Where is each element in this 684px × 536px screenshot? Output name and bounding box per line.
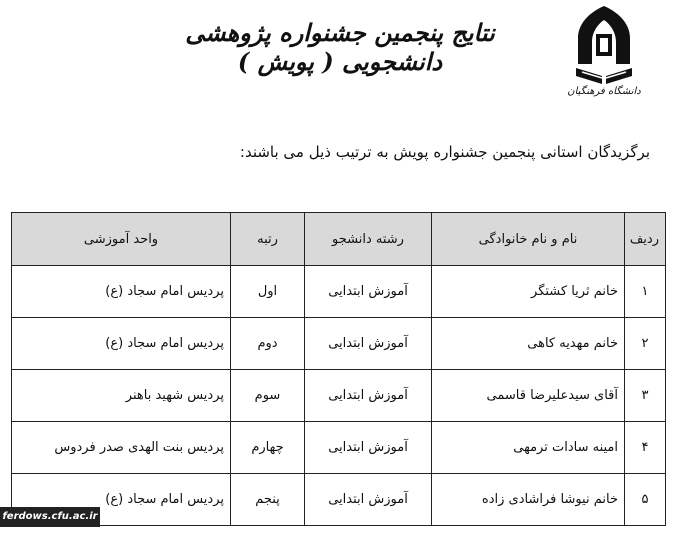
cell-rank: سوم (231, 370, 305, 422)
results-table (11, 212, 666, 526)
cell-row-no: ۳ (625, 370, 666, 422)
cell-major: آموزش ابتدایی (305, 474, 432, 526)
cell-unit: پردیس بنت الهدی صدر فردوس (12, 422, 231, 474)
cell-name: آقای سیدعلیرضا قاسمی (432, 370, 625, 422)
cell-major: آموزش ابتدایی (305, 370, 432, 422)
site-url-badge: ferdows.cfu.ac.ir (0, 507, 100, 527)
table-row (12, 422, 666, 474)
cell-unit: پردیس امام سجاد (ع) (12, 266, 231, 318)
cell-rank: اول (231, 266, 305, 318)
cell-rank: چهارم (231, 422, 305, 474)
cell-row-no: ۱ (625, 266, 666, 318)
cell-major: آموزش ابتدایی (305, 266, 432, 318)
cell-row-no: ۲ (625, 318, 666, 370)
table-row (12, 318, 666, 370)
logo-caption: دانشگاه فرهنگیان (567, 86, 641, 97)
header-name: نام و نام خانوادگی (432, 213, 625, 266)
cell-rank: دوم (231, 318, 305, 370)
table-row (12, 474, 666, 526)
intro-text: برگزیدگان استانی پنجمین جشنواره پویش به ترتیب ذیل می باشند: (239, 143, 650, 161)
page-title: نتایج پنجمین جشنواره پژوهشی دانشجویی ( پویش ) (185, 18, 495, 76)
cell-row-no: ۵ (625, 474, 666, 526)
cell-unit: پردیس امام سجاد (ع) (12, 318, 231, 370)
cell-major: آموزش ابتدایی (305, 422, 432, 474)
cell-unit: پردیس امام سجاد (ع) (12, 474, 231, 526)
table-row (12, 266, 666, 318)
cell-row-no: ۴ (625, 422, 666, 474)
cell-name: امینه سادات ترمهی (432, 422, 625, 474)
header-row-no: ردیف (625, 213, 666, 266)
cell-name: خانم نیوشا فراشادی زاده (432, 474, 625, 526)
cell-name: خانم ثریا کشتگر (432, 266, 625, 318)
cell-unit: پردیس شهید باهنر (12, 370, 231, 422)
cell-major: آموزش ابتدایی (305, 318, 432, 370)
header-unit: واحد آموزشی (12, 213, 231, 266)
header-rank: رتبه (231, 213, 305, 266)
header-major: رشته دانشجو (305, 213, 432, 266)
cell-name: خانم مهدیه کاهی (432, 318, 625, 370)
table-header-row (12, 213, 666, 266)
table-row (12, 370, 666, 422)
cell-rank: پنجم (231, 474, 305, 526)
